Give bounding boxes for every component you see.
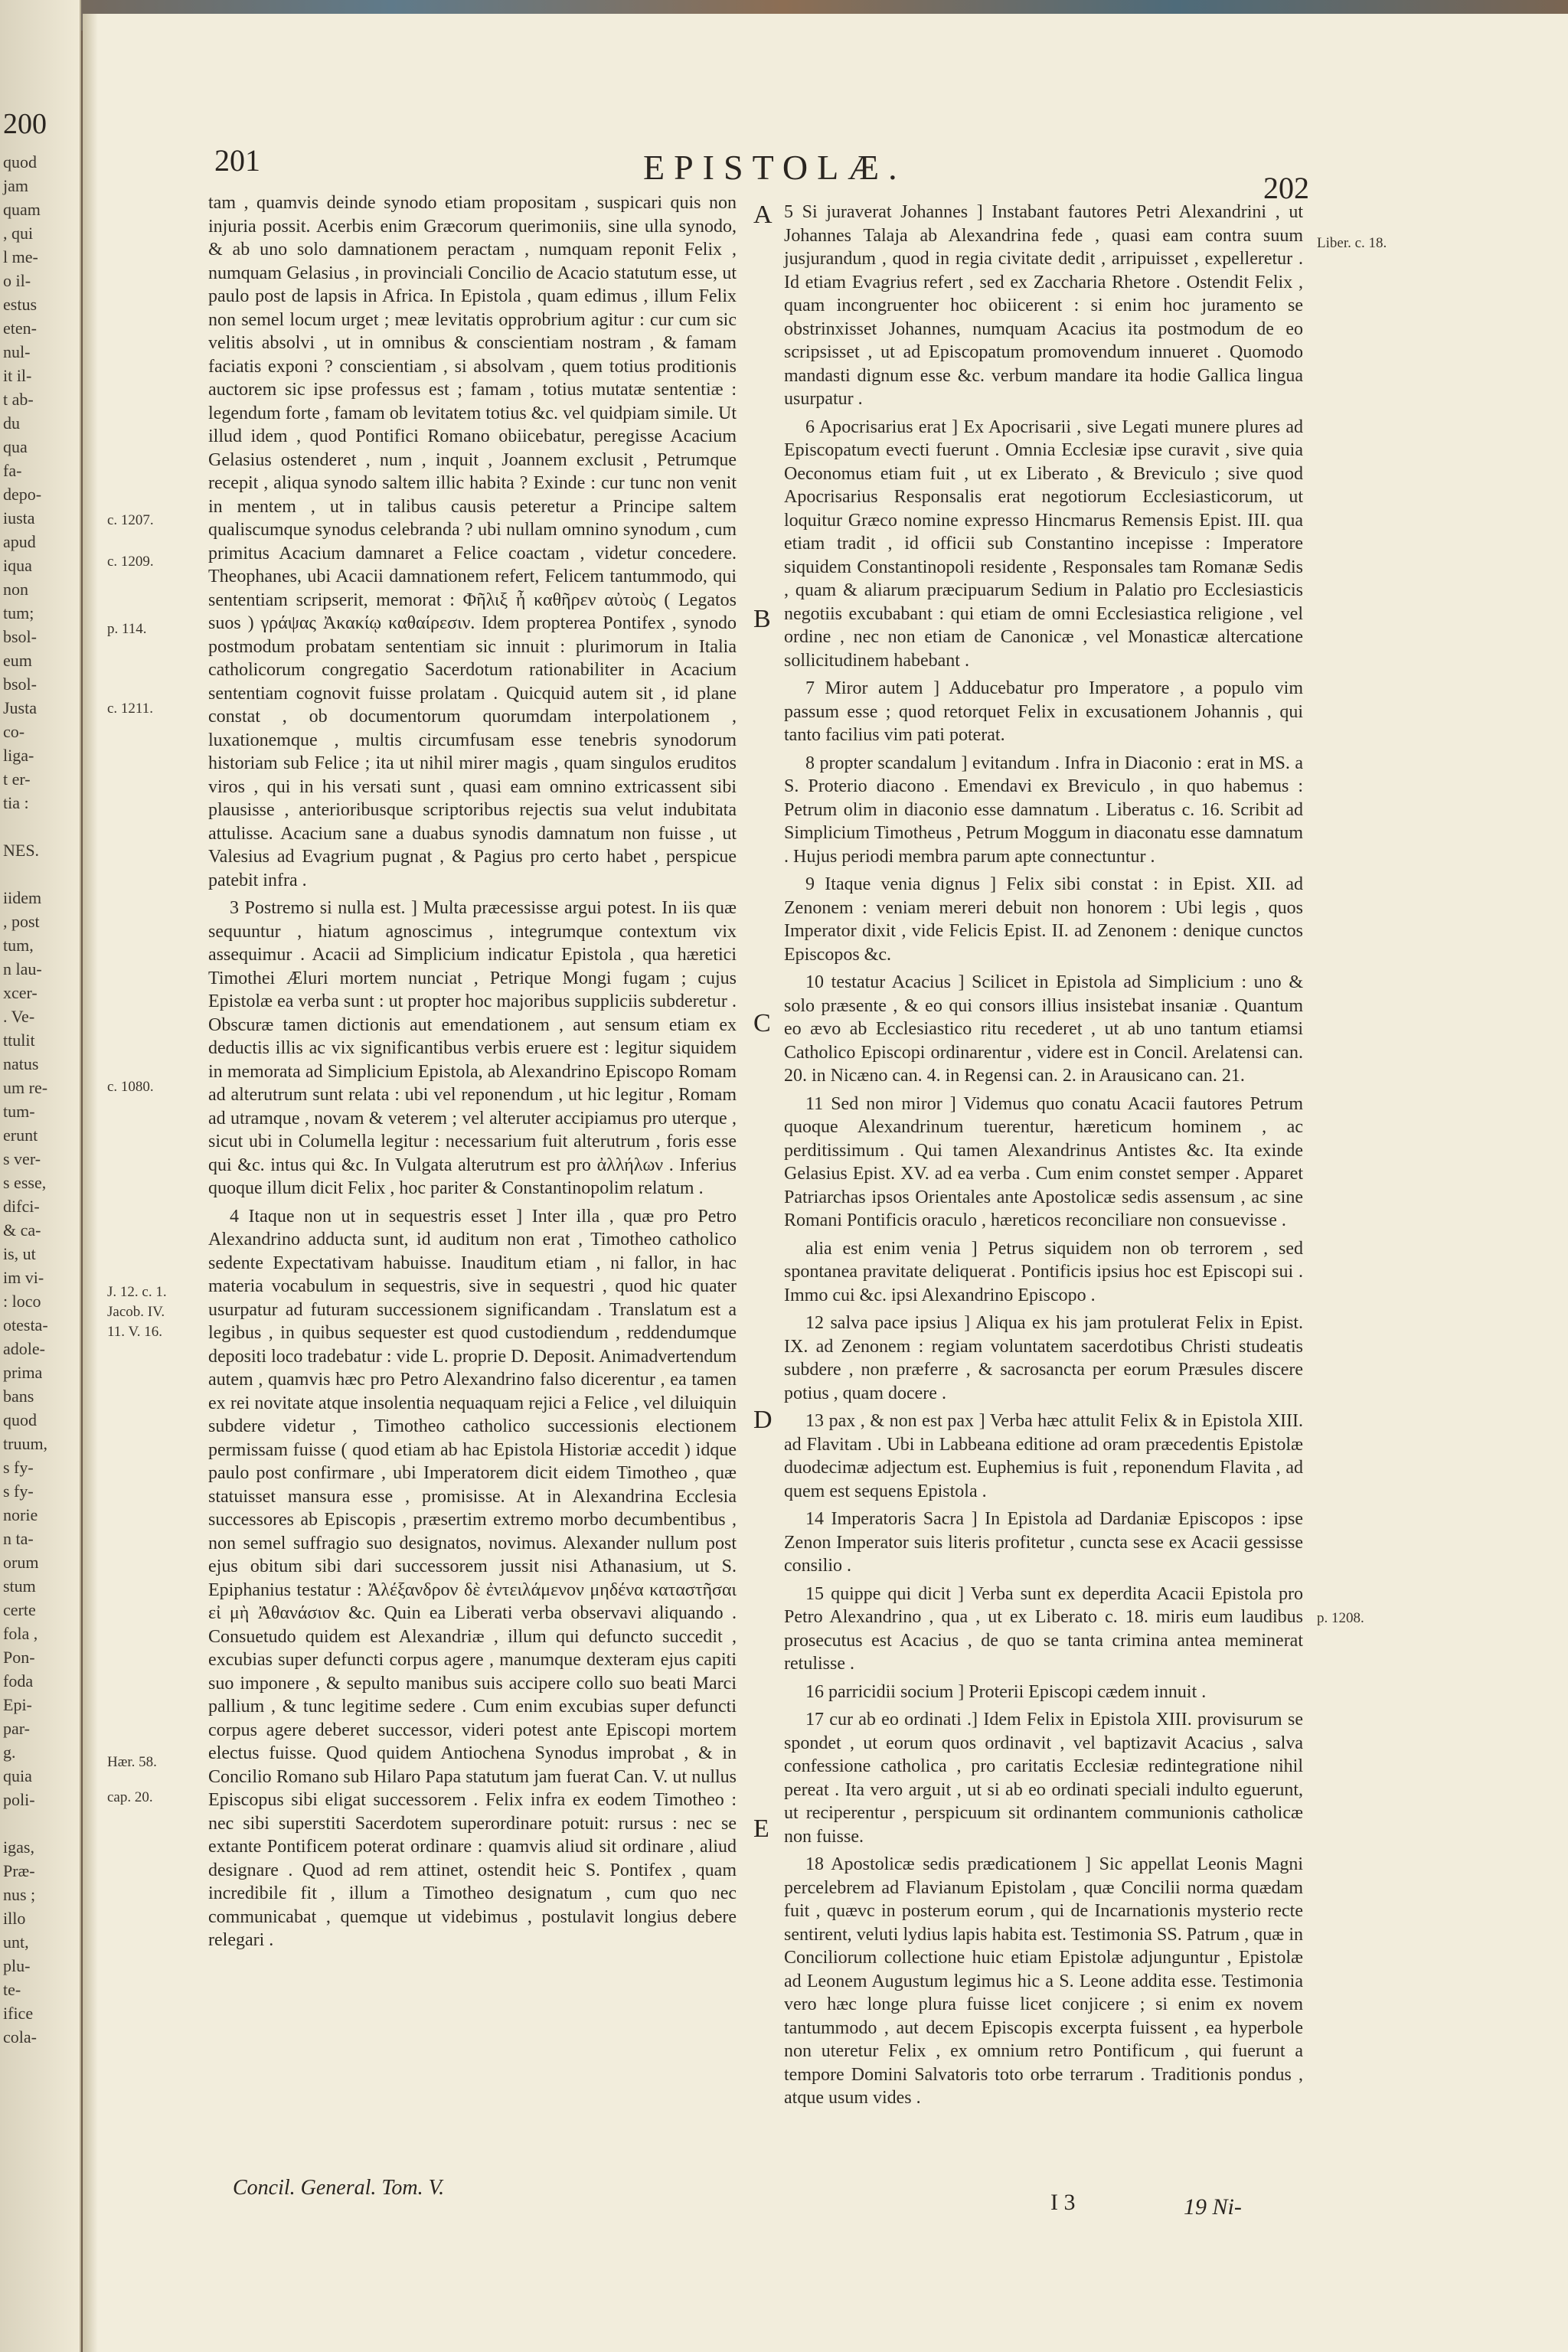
prev-line: iidem [3, 888, 42, 907]
prev-line: stum [3, 1576, 36, 1596]
prev-line: qua [3, 437, 28, 456]
prev-line: foda [3, 1671, 34, 1690]
left-text-column [208, 191, 737, 1957]
left-paragraph: 3 Postremo si nulla est. ] Multa præcessisse argui potest. In iis quæ sequuntur , hiatum agnoscimus , integrumque contextum vix assequimur . Acacii ad Simplicium indicatur Epistola , qua hæretici Timothei Æluri mortem nunciat , Petrique Mongi fugam ; cujus Epistolæ ea verba sunt : ut propter hoc majoribus suppliciis subderetur . Obscuræ tamen dictionis aut emendationem , aut sensum etiam ex deductis illis ac vix significantibus verbis eruere est : legitur siquidem in memorata ad Simplicium Epistola, ab Alexandrino Episcopo Romam ad alterutrum sunt relata : ubi vel reponendum , ut hic legitur , Romam ad utramque , novam & veterem ; vel alteruter accipiamus pro uterque , sicut ubi in Columella legitur : necessarium fuit alterutrum , foris esse qui &c. intus qui &c. In Vulgata alterutrum est pro ἀλλήλων . Inferius quoque illum dicit Felix , hoc pariter & Constantinopolim relatum . [208, 898, 737, 1198]
right-paragraph: 14 Imperatoris Sacra ] In Epistola ad Dardaniæ Episcopos : ipse Zenon Imperator suis literis profitetur , cuncta sese ex Acacii gessisse consilio . [784, 1509, 1303, 1576]
prev-line: xcer- [3, 983, 38, 1002]
prev-line: poli- [3, 1790, 35, 1809]
prev-line: bsol- [3, 675, 37, 694]
prev-line: nus ; [3, 1885, 36, 1904]
prev-line: quam [3, 200, 41, 219]
left-margin-note: Hær. 58. [107, 1754, 157, 1770]
left-paragraph: tam , quamvis deinde synodo etiam propositam , suspicari quis non injuria possit. Acerbis enim Græcorum querimoniis, sine ulla synodo, & ab uno solo damnationem peractam , numquam reponit Felix , numquam Gelasius , in provinciali Concilio de Acacio statutum esse, ut paulo post de lapsis in Africa. In Epistola , quam edimus , illum Felix non semel locum urget ; meæ levitatis opprobrium agitur : cur cum sic velitis absolvi , ut in omnibus & conscientiam nostram , & famam faciatis exponi ? conscientiam , si absolvam , quem totius proditionis auctorem sic ipse professus est ; famam , totius mutatæ sententiæ : legendum forte , famam ob levitatem totius &c. vel quidpiam simile. Ut illud idem , quod Pontifici Romano obiicebatur, peregisse Acacium Gelasius ostenderet , num , inquit , Joannem exclusit , Petrumque recepit , aliqua synodo saltem illic habita ? Exinde : cur tunc non venit in mentem , ut in talibus causis peteretur a Principe saltem qualiscumque synodus celebranda ? ubi nullam omnino synodum , cum primitus Acacium damnaret a Felice coactam , videtur concedere. Theophanes, ubi Acacii damnationem refert, Felicem tantummodo, qui sententiam scripserit, memorat : Φῆλιξ ἦ καθῆρεν αὐτοὺς ( Legatos suos ) γράψας Ἀκακίῳ καθαίρεσιν. Idem propterea Pontifex , synodo postmodum probatam sententiam sic innuit : plurimorum in Italia catholicorum congregatio Sacerdotum rationabiliter in Acacium sententiam cognovit fuisse prolatam . Quicquid autem sit , id plane constat , ob documentorum quorumdam interpolationem , luxationemque , multis circumfusam esse tenebris synodorum historiam sub Felice ; ita ut nihil mirer magis , quam singulos eruditos viros , qui in his versati sunt , quasi eam omnino extricassent sibi plausisse , anterioribusque scriptoribus rejectis sua velut indubitata attulisse. Acacium sane a duabus synodis damnatum non fuisse , ut Valesius ad Evagrium pugnat , & Pagius pro certo habet , perspicue patebit infra . [208, 193, 737, 890]
page-gutter-shadow [83, 14, 98, 2352]
prev-line: iusta [3, 508, 35, 528]
prev-line: , post [3, 912, 40, 931]
prev-line: Præ- [3, 1861, 35, 1880]
prev-line: o il- [3, 271, 31, 290]
prev-line: s fy- [3, 1458, 34, 1477]
left-margin-note: p. 114. [107, 621, 147, 637]
prev-line: co- [3, 722, 25, 741]
prev-line: difci- [3, 1197, 40, 1216]
footer-volume-note: Concil. General. Tom. V. [233, 2176, 445, 2200]
prev-line: eten- [3, 318, 37, 338]
prev-line: cola- [3, 2027, 37, 2047]
right-paragraph: 15 quippe qui dicit ] Verba sunt ex deperdita Acacii Epistola pro Petro Alexandrino , qua , ut ex Liberato c. 18. miris eum laudibus prosecutus est Acacius , de quo se tanta crimina antea meminerat retulisse . [784, 1583, 1303, 1674]
prev-line: is, ut [3, 1244, 36, 1263]
previous-page-fragment [0, 0, 81, 2352]
prev-line: quod [3, 1410, 37, 1429]
prev-line: unt, [3, 1932, 29, 1952]
prev-line: NES. [3, 841, 40, 860]
section-letter: E [753, 1815, 769, 1843]
prev-line: du [3, 413, 20, 433]
prev-line: it il- [3, 366, 32, 385]
left-paragraph: 4 Itaque non ut in sequestris esset ] Inter illa , quæ pro Petro Alexandrino adducta sunt, id auditum non erat , Timotheo catholico sedente Expectativam habuisse. Inauditum etiam , ni fallor, in hac materia vocabulum in sequestris, sive in sequestri , quod hic quater usurpatur ad futuram successionem significandam . Translatum est a legibus , in quibus sequester est quod custodiendum , reddendumque depositi loco tradebatur : vide L. proprie D. Deposit. Animadvertendum autem , quamvis hæc pro Petro Alexandrino falso dicerentur , ea tamen ex rei novitate atque insolentia nequaquam rejici a Felice , vel diluiquin subdere videtur , Timotheo catholico successionis electionem permissam fuisse ( quod etiam ab hac Epistola Historiæ accedit ) idque paulo post confirmare , ubi Imperatorem dicit eidem Timotheo , quæ statuisset mansura esse , promisisse. At in Alexandrina Ecclesia successores ab Episcopis , præsertim extremo morbo decumbentibus , non semel suffragio suo designatos, novimus. Alexander nullum post ejus obitum sibi dari successorem jussit nisi Athanasium, ut S. Epiphanius testatur : Ἀλέξανδρον δὲ ἐντειλάμενον μηδένα καταστῆσαι εἰ μὴ Ἀθανάσιον &c. Quin ea Liberati verba observavi aliquando . Consuetudo quidem est Alexandriæ , illum qui defuncto succedit , excubias super defuncti corpus agere , manumque dexteram ejus capiti suo imponere , & sepulto manibus suis accipere collo suo beati Marci pallium , & tunc legitime sedere . Cum enim excubias super defuncti corpus agere deberet successor, videri potest ante Episcopi mortem electus fuisse. Quod quidem Antiochena Synodus improbat , & in Concilio Romano sub Hilaro Papa statutum jam fuerat Can. V. ut nullus Episcopus sibi eligat successorem . Felix infra ex eodem Timotheo : nec sibi superstiti Sacerdotem superordinare potuit: rursus : nec se extante Pontificem poterat ordinare : quamvis aliud sit ordinare , aliud designare . Quod ad rem attinet, ostendit heic S. Pontifex , quam incredibile fit , illum a Timotheo designatum , cum quo nec communicabat , quemque ut videbimus , postulavit longius debere relegari . [208, 1206, 737, 1950]
prev-line: truum, [3, 1434, 48, 1453]
prev-line [0, 1811, 48, 1835]
prev-line: s ver- [3, 1149, 41, 1168]
prev-line: ifice [3, 2004, 34, 2023]
running-title: EPISTOLÆ. [643, 148, 906, 187]
prev-line: orum [3, 1553, 39, 1572]
prev-line: quia [3, 1766, 32, 1785]
right-paragraph: 13 pax , & non est pax ] Verba hæc attulit Felix & in Epistola XIII. ad Flavitam . Ubi in Labbeana editione ad oram præcedentis Epistolæ duodecimæ adjectum est. Euphemius is fuit , reponendum Flavita , ad quem est sequens Epistola . [784, 1411, 1303, 1501]
left-margin-note: c. 1080. [107, 1079, 154, 1095]
left-margin-note: Jacob. IV. [107, 1304, 165, 1320]
left-margin-note: c. 1211. [107, 701, 153, 717]
prev-line: fa- [3, 461, 22, 480]
prev-line: liga- [3, 746, 34, 765]
left-margin-note: 11. V. 16. [107, 1324, 162, 1340]
prev-line: plu- [3, 1956, 31, 1975]
prev-line: , qui [3, 224, 34, 243]
prev-line: n ta- [3, 1529, 34, 1548]
prev-line: im vi- [3, 1268, 44, 1287]
right-paragraph: 18 Apostolicæ sedis prædicationem ] Sic appellat Leonis Magni percelebrem ad Flavianum Epistolam , quæ Concilii norma quædam fuit , quævc in posterum eorum , qui de Incarnationis mysterio recte sentirent, veluti lydius lapis habita est. Testimonia SS. Patrum , quæ in Conciliorum collectione huic etiam Epistolæ adjunguntur , Epistolæ ad Leonem Augustum legimus hic a S. Leone addita esse. Testimonia vero hæc longe plura fuisse licet conjicere ; si enim ex novem tantummodo , aut decem Episcopis excerpta fuissent , ea hyperbole non uteretur Felix , ex omnium retro Pontificum , qui fuerunt a tempore Domini Salvatoris toto orbe terrarum . Traditionis pondus , atque usum vides . [784, 1854, 1303, 2108]
prev-line: jam [3, 176, 28, 195]
prev-line: s esse, [3, 1173, 47, 1192]
right-paragraph: 12 salva pace ipsius ] Aliqua ex his jam protulerat Felix in Epist. IX. ad Zenonem : regiam voluntatem sacerdotibus Christi studeatis subdere , non præferre , & sacrosancta per eorum Præsules discere potius , quam docere . [784, 1313, 1303, 1403]
prev-line: tia : [3, 793, 29, 812]
prev-line: l me- [3, 247, 38, 266]
prev-line [0, 815, 48, 838]
prev-line: depo- [3, 485, 42, 504]
left-margin-note: cap. 20. [107, 1789, 153, 1805]
prev-line: Epi- [3, 1695, 32, 1714]
left-page-number: 201 [214, 143, 260, 178]
section-letter: D [753, 1406, 773, 1434]
prev-line: bans [3, 1387, 34, 1406]
right-text-column [784, 201, 1303, 2115]
right-page-number: 202 [1263, 171, 1309, 205]
prev-line: & ca- [3, 1220, 41, 1240]
prev-line: bsol- [3, 627, 37, 646]
prev-line: illo [3, 1909, 26, 1928]
prev-line: nul- [3, 342, 31, 361]
right-margin-note: Liber. c. 18. [1317, 235, 1387, 251]
signature-mark: I 3 [1050, 2190, 1076, 2215]
prev-line: erunt [3, 1125, 38, 1145]
prev-page-number: 200 [3, 108, 47, 140]
prev-line: estus [3, 295, 37, 314]
prev-line: Justa [3, 698, 37, 717]
prev-line: um re- [3, 1078, 48, 1097]
prev-line: g. [3, 1743, 16, 1762]
right-paragraph: 17 cur ab eo ordinati .] Idem Felix in Epistola XIII. provisurum se spondet , ut eorum quos ordinavit , vel baptizavit Acacius , salva confessione catholica , pro caritatis Ecclesiæ redintegratione nihil pereat . Ita vero arguit , ut si ab eo ordinati speciali indulto eguerunt, ut reciperentur , perspicuum sit ordinantem communionis catholicæ non fuisse. [784, 1710, 1303, 1847]
prev-line: quod [3, 152, 37, 172]
prev-line: par- [3, 1719, 30, 1738]
prev-line: t er- [3, 769, 31, 789]
prev-line: Pon- [3, 1648, 35, 1667]
right-margin-note: p. 1208. [1317, 1610, 1364, 1626]
right-paragraph: alia est enim venia ] Petrus siquidem non ob terrorem , sed spontanea pravitate deliquerat . Pontificis ipsius hoc est Episcopi sui . Immo cui &c. ipsi Alexandrino Episcopo . [784, 1238, 1303, 1305]
prev-line: n lau- [3, 959, 42, 978]
right-paragraph: 10 testatur Acacius ] Scilicet in Epistola ad Simplicium : uno & solo præsente , & eo qui consors illius insistebat insaniæ . Quantum eo ævo ab Ecclesiastico ritu recederet , ut ab uno tantum etiamsi Catholico Episcopi ordinarentur , videre est in Concil. Arelatensi can. 20. in Nicæno can. 4. in Regensi can. 2. in Arausicano can. 21. [784, 972, 1303, 1086]
right-paragraph: 11 Sed non miror ] Videmus quo conatu Acacii fautores Petrum quoque Alexandrinum tuerentur, hæreticum hominem , ac perditissimum . Qui tamen Alexandrinus Antistes &c. Ita exinde Gelasius Epist. XV. ad ea verba . Cum enim constet semper . Apparet Patriarchas ipsos Orientales ante Apostolicæ sedis assensum , ac sine Romani Pontificis oraculo , hæreticos reconciliare non consuevisse . [784, 1093, 1303, 1230]
prev-line: prima [3, 1363, 43, 1382]
prev-line: : loco [3, 1292, 41, 1311]
prev-line [0, 862, 48, 886]
prev-line: fola , [3, 1624, 38, 1643]
left-margin-note: c. 1209. [107, 554, 154, 570]
right-paragraph: 16 parricidii socium ] Proterii Episcopi cædem innuit . [805, 1681, 1207, 1702]
prev-line: certe [3, 1600, 36, 1619]
section-letter: B [753, 605, 771, 633]
right-paragraph: 9 Itaque venia dignus ] Felix sibi constat : in Epist. XII. ad Zenonem : veniam mereri debuit non honorem : Ubi legis , quos Imperator dixit , vide Felicis Epist. II. ad Zenonem : denique cunctos Episcopos &c. [784, 874, 1303, 965]
right-paragraph: 5 Si juraverat Johannes ] Instabant fautores Petri Alexandrini , ut Johannes Talaja ab Alexandrina fede , quasi eam contra suum jusjurandum , quod in regia civitate dedit , arripuisset , expelleretur . Id etiam Evagrius refert , sed ex Zaccharia Rhetore . Ostendit Felix , quam incongruenter hoc obiicerent : si enim hoc juramento se obstrinxisset Johannes, numquam Acacius ita postmodum de eo scripsisset , ut ad Episcopatum promovendum innueret . Quomodo mandasti dignum esse &c. verbum mandare ita hodie Gallica lingua usurpatur . [784, 202, 1303, 409]
left-margin-note: J. 12. c. 1. [107, 1284, 167, 1300]
right-paragraph: 7 Miror autem ] Adducebatur pro Imperatore , a populo vim passum esse ; quod retorquet Felix in excusationem Johannis , qui tanto facilius vim pati poterat. [784, 678, 1303, 745]
catchword: 19 Ni- [1184, 2194, 1242, 2220]
prev-line: s fy- [3, 1481, 34, 1501]
prev-line: te- [3, 1980, 21, 1999]
section-letter: A [753, 201, 773, 229]
section-letter: C [753, 1009, 771, 1037]
prev-line: tum; [3, 603, 34, 622]
prev-line: norie [3, 1505, 38, 1524]
prev-line: iqua [3, 556, 32, 575]
right-paragraph: 8 propter scandalum ] evitandum . Infra in Diaconio : erat in MS. a S. Proterio diacono . Emendavi ex Breviculo , in quo habemus : Petrum olim in diaconio esse damnatum . Liberatus c. 16. Scribit ad Simplicium Timotheus , Petrum Moggum in diaconatu esse damnatum . Hujus periodi membra parum apte connectuntur . [784, 753, 1303, 867]
prev-line: apud [3, 532, 36, 551]
prev-line: . Ve- [3, 1007, 35, 1026]
left-margin-note: c. 1207. [107, 512, 154, 528]
prev-line: adole- [3, 1339, 45, 1358]
prev-line: otesta- [3, 1315, 48, 1334]
prev-line: natus [3, 1054, 39, 1073]
prev-line: tum- [3, 1102, 35, 1121]
prev-line: eum [3, 651, 32, 670]
right-paragraph: 6 Apocrisarius erat ] Ex Apocrisarii , sive Legati munere plures ad Episcopatum evecti fuerunt . Omnia Ecclesiæ ipse curavit , sive quia Oeconomus etiam fuit , ut ex Liberato , & Breviculo ; sive quod Apocrisarius Responsalis erat negotiorum Ecclesiasticorum, ut loquitur Græco nomine expresso Hincmarus Remensis Epist. III. qua etiam tradit , id officii sub Constantino incepisse : Imperatore siquidem Constantinopoli residente , Responsales tam Romanæ Sedis , quam & aliarum præcipuarum Sedium in Palatio pro Ecclesiasticis negotiis excubabant : qui etiam de omni Ecclesiastica religione , vel ordine , nec non etiam de Canonicæ , vel Monasticæ altercatione sollicitudinem habebant . [784, 416, 1303, 671]
prev-line: tum, [3, 936, 34, 955]
prev-line: ttulit [3, 1031, 35, 1050]
prev-line: t ab- [3, 390, 34, 409]
prev-line: non [3, 580, 28, 599]
prev-page-lines [0, 150, 48, 2049]
prev-line: igas, [3, 1838, 34, 1857]
